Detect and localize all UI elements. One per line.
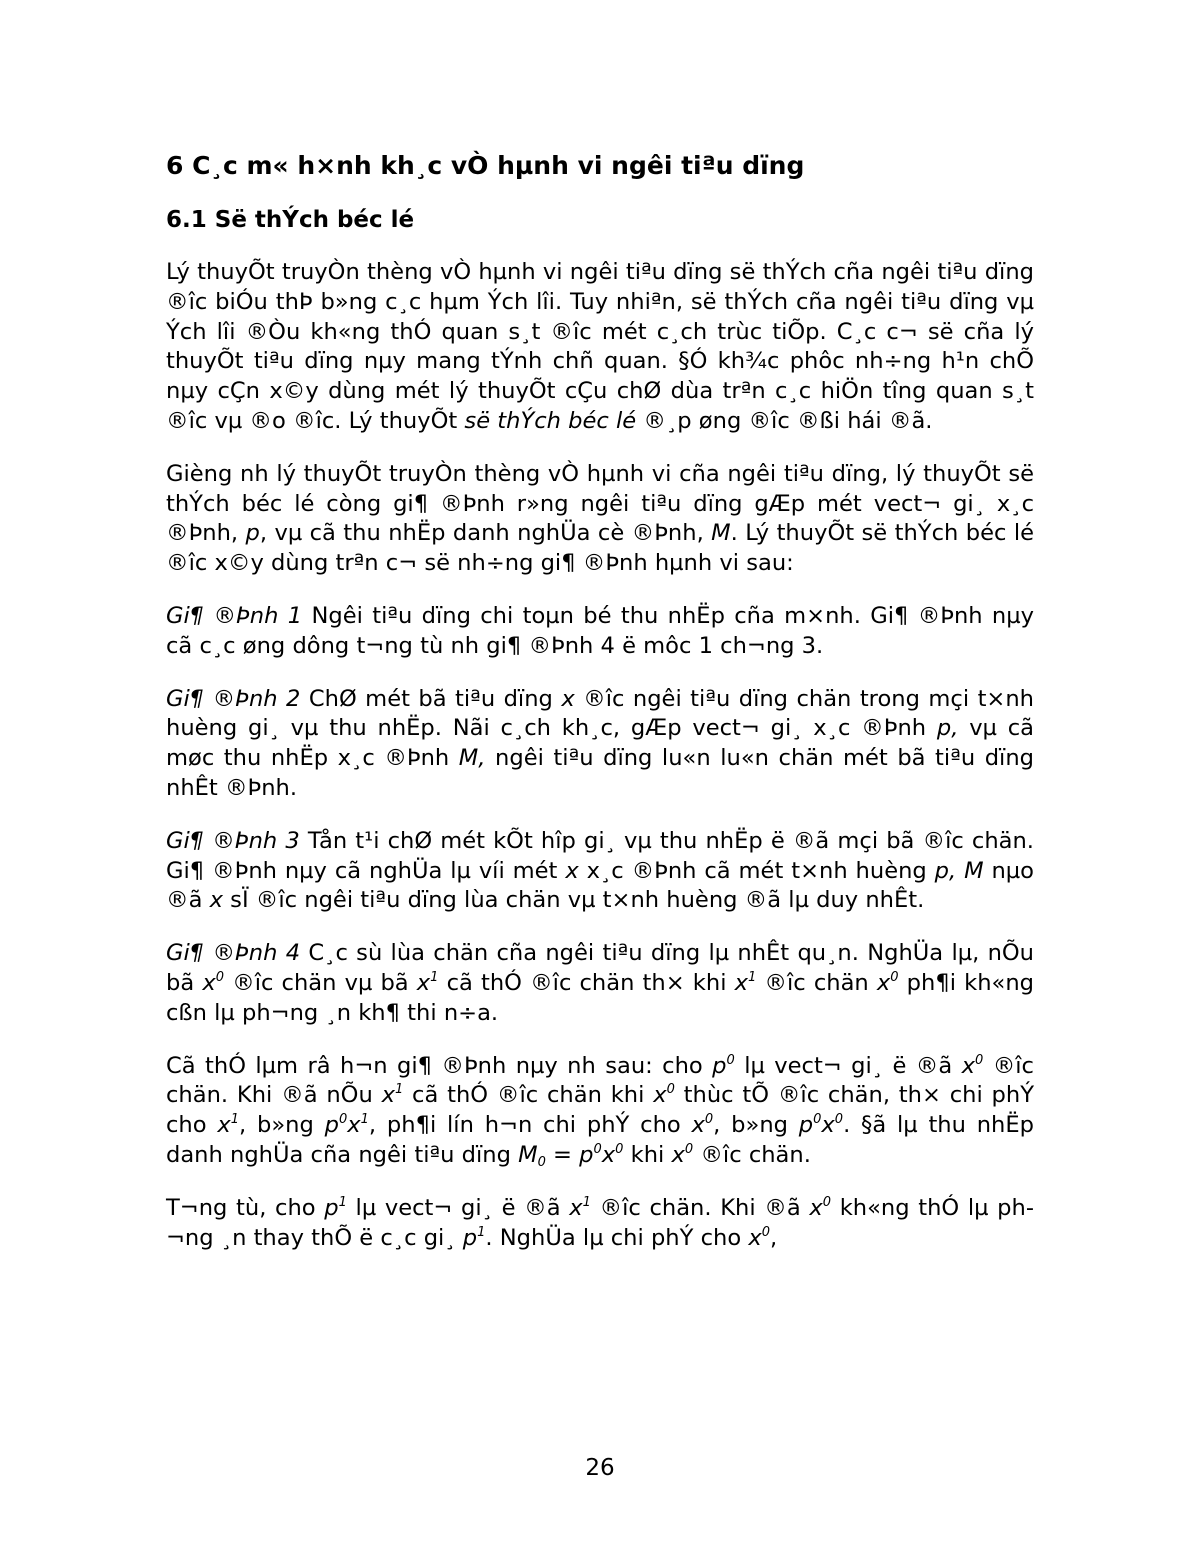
paragraph-4: T¬ng tù, cho $p^1$ lµ vect¬ gi¸ ë ®ã $x^1$ ®îc chän. Khi ®ã $x^0$ kh«ng thÓ lµ ph¬ng ¸n thay thÕ ë c¸c gi¸ $p^1$. NghÜa lµ chi phÝ cho $x^0$, [166,1194,1034,1251]
assumption-2: Gi¶ ®Þnh 2 ChØ mét bã tiªu dïng x ®îc ngêi tiªu dïng chän trong mçi t×nh huèng gi¸ vµ thu nhËp. Nãi c¸ch kh¸c, gÆp vect¬ gi¸ x¸c ®Þnh p, vµ cã møc thu nhËp x¸c ®Þnh M, ngêi tiªu dïng lu«n lu«n chän mét bã tiªu dïng nhÊt ®Þnh. [166,685,1034,801]
assumption-label: Gi¶ ®Þnh 3 [166,827,300,854]
assumption-1: Gi¶ ®Þnh 1 Ngêi tiªu dïng chi toµn bé thu nhËp cña m×nh. Gi¶ ®Þnh nµy cã c¸c øng dông t¬ng tù nh gi¶ ®Þnh 4 ë môc 1 ch¬ng 3. [166,602,1034,659]
page-number: 26 [585,1455,615,1481]
paragraph-3: Cã thÓ lµm râ h¬n gi¶ ®Þnh nµy nh sau: cho $p^0$ lµ vect¬ gi¸ ë ®ã $x^0$ ®îc chän. Khi ®ã nÕu $x^1$ cã thÓ ®îc chän khi $x^0$ thùc tÕ ®îc chän, th× chi phÝ cho $x^1$, b»ng $p^0x^1$, ph¶i lín h¬n chi phÝ cho $x^0$, b»ng $p^0x^0$. §ã lµ thu nhËp danh nghÜa cña ngêi tiªu dïng $M_0 = p^0x^0$ khi $x^0$ ®îc chän. [166,1052,1035,1170]
assumption-label: Gi¶ ®Þnh 1 [166,602,303,629]
paragraph-1: Lý thuyÕt truyÒn thèng vÒ hµnh vi ngêi tiªu dïng së thÝch cña ngêi tiªu dïng ®îc biÓu thÞ b»ng c¸c hµm Ých lîi. Tuy nhiªn, së thÝch cña ngêi tiªu dïng vµ Ých lîi ®Òu kh«ng thÓ quan s¸t ®îc mét c¸ch trùc tiÕp. C¸c c¬ së cña lý thuyÕt tiªu dïng nµy mang tÝnh chñ quan. §Ó kh¾c phôc nh÷ng h¹n chÕ nµy cÇn x©y dùng mét lý thuyÕt cÇu chØ dùa trªn c¸c hiÖn tîng quan s¸t ®îc vµ ®o ®îc. Lý thuyÕt së thÝch béc lé ®¸p øng ®îc ®ßi hái ®ã. [166,259,1034,434]
page-content [166,150,1034,1253]
chapter-heading: 6 C¸c m« h×nh kh¸c vÒ hµnh vi ngêi tiªu dïng [166,151,805,180]
assumption-label: Gi¶ ®Þnh 2 [166,685,301,712]
section-heading: 6.1 Së thÝch béc lé [166,207,415,233]
assumption-3: Gi¶ ®Þnh 3 Tån t¹i chØ mét kÕt hîp gi¸ vµ thu nhËp ë ®ã mçi bã ®îc chän. Gi¶ ®Þnh nµy cã nghÜa lµ víi mét x x¸c ®Þnh cã mét t×nh huèng p, M nµo ®ã x sÏ ®îc ngêi tiªu dïng lùa chän vµ t×nh huèng ®ã lµ duy nhÊt. [166,827,1034,914]
paragraph-2: Gièng nh lý thuyÕt truyÒn thèng vÒ hµnh vi cña ngêi tiªu dïng, lý thuyÕt së thÝch béc lé còng gi¶ ®Þnh r»ng ngêi tiªu dïng gÆp mét vect¬ gi¸ x¸c ®Þnh, p, vµ cã thu nhËp danh nghÜa cè ®Þnh, M. Lý thuyÕt së thÝch béc lé ®îc x©y dùng trªn c¬ së nh÷ng gi¶ ®Þnh hµnh vi sau: [166,460,1034,577]
assumption-4: Gi¶ ®Þnh 4 C¸c sù lùa chän cña ngêi tiªu dïng lµ nhÊt qu¸n. NghÜa lµ, nÕu bã $x^0$ ®îc chän vµ bã $x^1$ cã thÓ ®îc chän th× khi $x^1$ ®îc chän $x^0$ ph¶i kh«ng cßn lµ ph¬ng ¸n kh¶ thi n÷a. [166,940,1034,1026]
assumption-label: Gi¶ ®Þnh 4 [166,940,301,967]
